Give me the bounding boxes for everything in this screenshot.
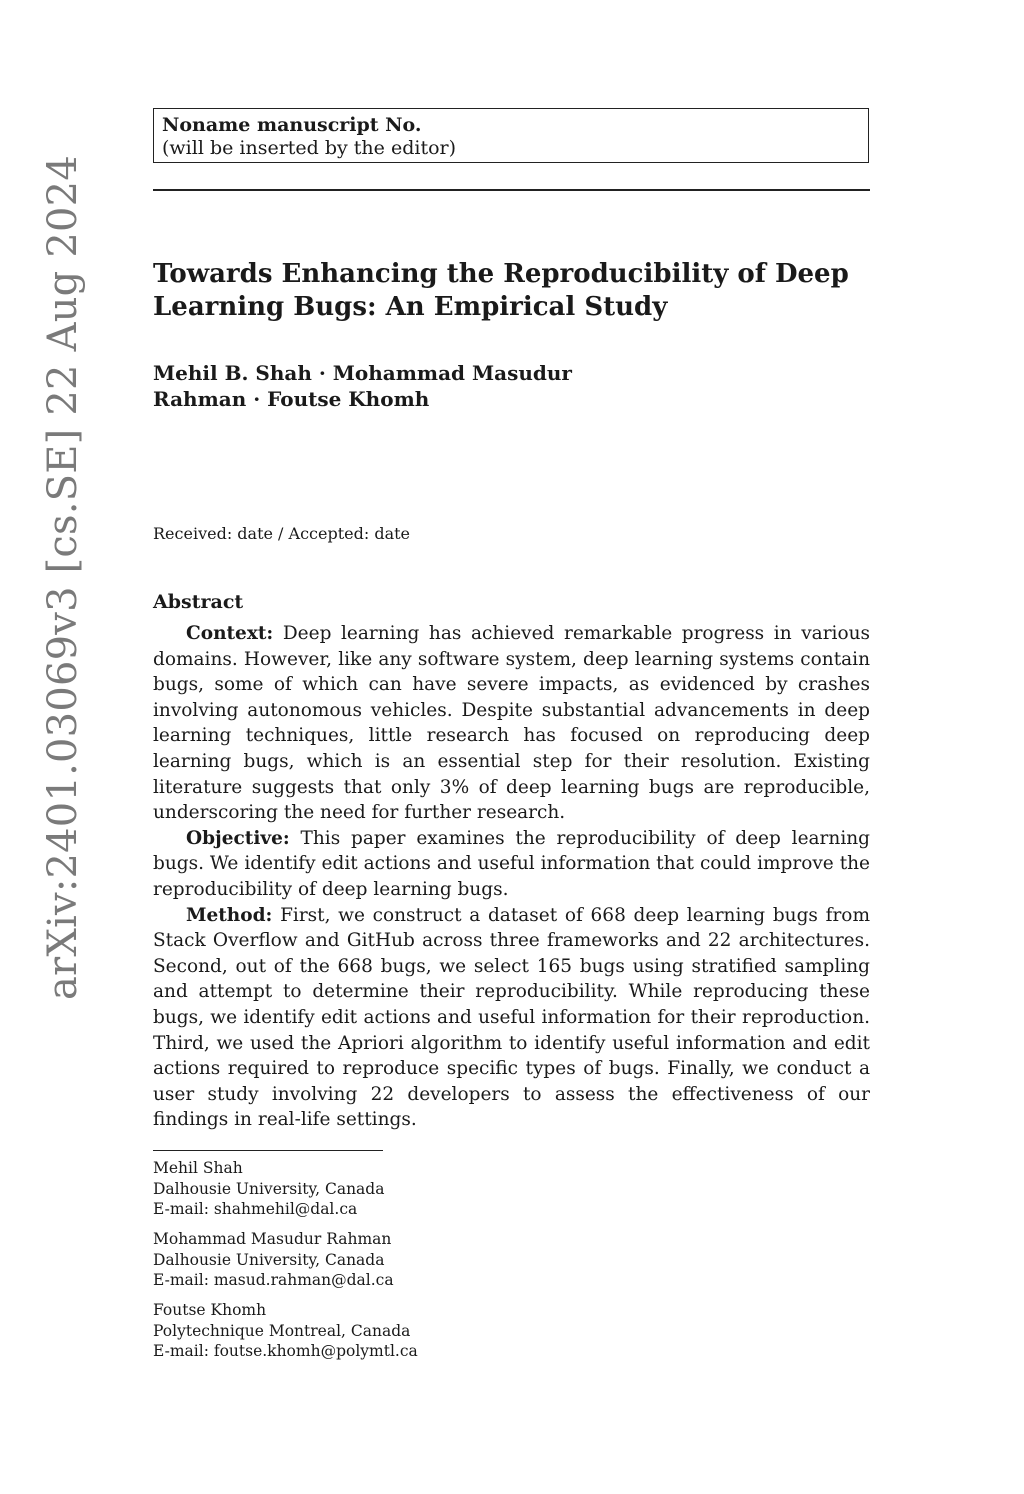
affiliation-email: E-mail: shahmehil@dal.ca <box>153 1200 358 1218</box>
affiliation-email: E-mail: masud.rahman@dal.ca <box>153 1271 394 1289</box>
footnote-divider <box>153 1150 383 1151</box>
objective-label: Objective: <box>186 827 290 849</box>
author-line-1: Mehil B. Shah · Mohammad Masudur <box>153 361 572 385</box>
abstract-body <box>153 621 870 1133</box>
affiliation-institution: Polytechnique Montreal, Canada <box>153 1321 411 1340</box>
received-accepted-dates: Received: date / Accepted: date <box>153 524 411 543</box>
context-text: Deep learning has achieved remarkable progress in various domains. However, like any software system, deep learning systems contain bugs, some of which can have severe impacts, as evidenced by crashes involving autonomous vehicles. Despite substantial advancements in deep learning techniques, little research has focused on reproducing deep learning bugs, which is an essential step for their resolution. Existing literature suggests that only 3% of deep learning bugs are reproducible, underscoring the need for further research. <box>153 623 870 824</box>
abstract-heading: Abstract <box>153 591 244 613</box>
affiliation-1 <box>153 1158 553 1220</box>
affiliation-email: E-mail: foutse.khomh@polymtl.ca <box>153 1342 418 1360</box>
editor-note: (will be inserted by the editor) <box>162 137 457 159</box>
affiliation-name: Foutse Khomh <box>153 1301 267 1319</box>
affiliation-name: Mehil Shah <box>153 1159 243 1177</box>
method-label: Method: <box>186 904 273 926</box>
affiliation-institution: Dalhousie University, Canada <box>153 1250 385 1269</box>
affiliation-3 <box>153 1300 553 1362</box>
abstract-method <box>153 903 870 1133</box>
affiliation-institution: Dalhousie University, Canada <box>153 1179 385 1198</box>
manuscript-number: Noname manuscript No. <box>162 114 422 136</box>
abstract-context <box>153 621 870 826</box>
method-text: First, we construct a dataset of 668 deep learning bugs from Stack Overflow and GitHub across three frameworks and 22 architectures. Second, out of the 668 bugs, we select 165 bugs using stratified sampling and attempt to determine their reproducibility. While reproducing these bugs, we identify edit actions and useful information for their reproduction. Third, we used the Apriori algorithm to identify useful information and edit actions required to reproduce specific types of bugs. Finally, we conduct a user study involving 22 developers to assess the effectiveness of our findings in real-life settings. <box>153 904 870 1131</box>
affiliation-2 <box>153 1229 553 1291</box>
manuscript-header-box <box>153 108 869 163</box>
context-label: Context: <box>186 623 274 644</box>
paper-title: Towards Enhancing the Reproducibility of Deep Learning Bugs: An Empirical Study <box>153 259 849 322</box>
affiliation-name: Mohammad Masudur Rahman <box>153 1230 392 1248</box>
author-list <box>153 360 673 412</box>
author-line-2: Rahman · Foutse Khomh <box>153 387 430 411</box>
arxiv-stamp: arXiv:2401.03069v3 [cs.SE] 22 Aug 2024 <box>40 155 86 1000</box>
abstract-objective <box>153 826 870 903</box>
header-divider <box>153 189 870 191</box>
objective-text: This paper examines the reproducibility of deep learning bugs. We identify edit actions and useful information that could improve the reproducibility of deep learning bugs. <box>153 827 870 900</box>
